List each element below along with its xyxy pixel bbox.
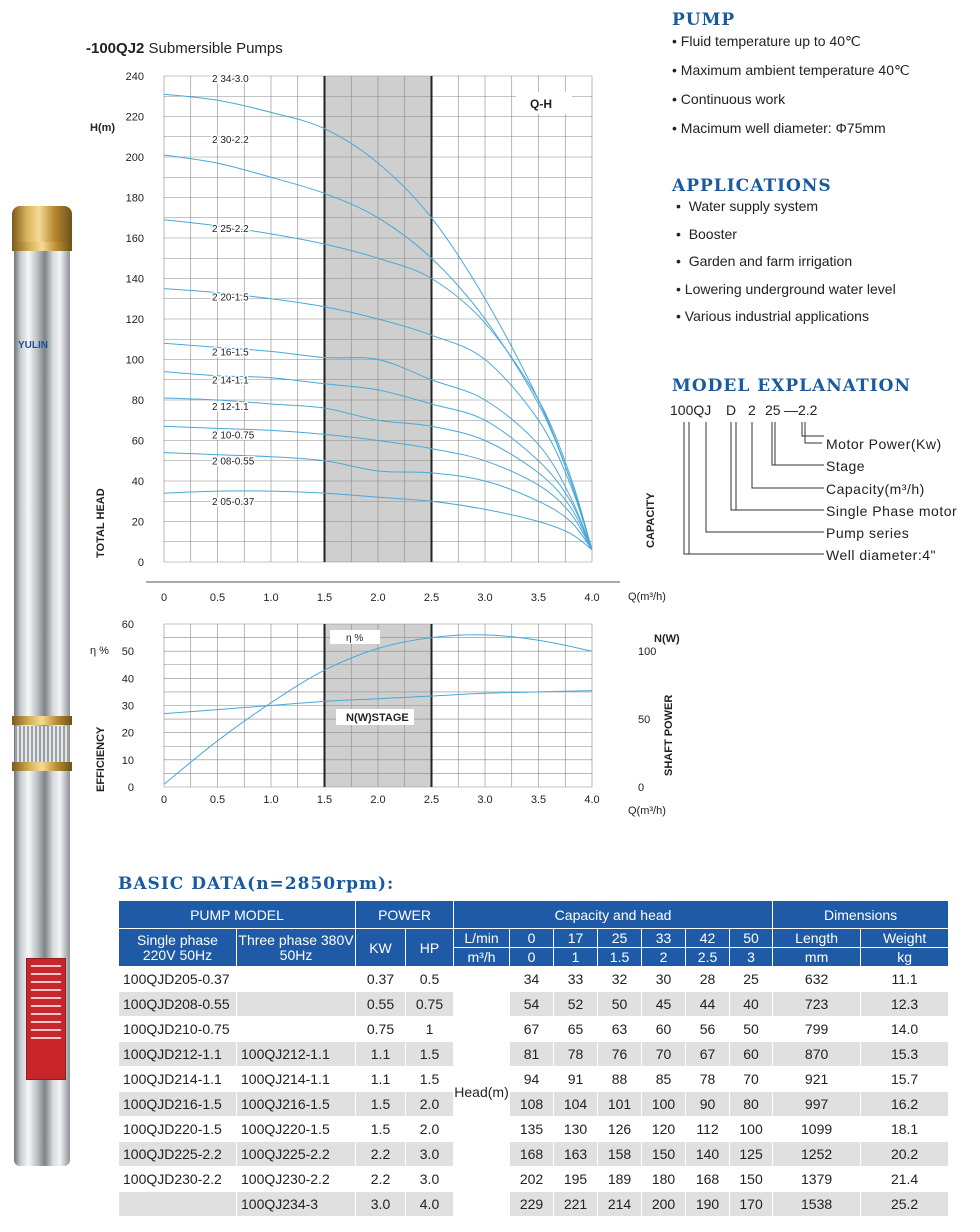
y-tick-label: 60 — [121, 619, 134, 631]
pump-logo: YULIN — [18, 340, 48, 351]
efficiency-chart — [80, 612, 680, 827]
head-value: 32 — [598, 967, 642, 992]
power-hp: 2.0 — [406, 1092, 454, 1117]
head-value: 170 — [730, 1192, 773, 1217]
power-hp: 1.5 — [406, 1067, 454, 1092]
single-phase-model: 100QJD214-1.1 — [119, 1067, 237, 1092]
head-value: 163 — [554, 1142, 598, 1167]
pump-rating-label — [26, 958, 66, 1080]
single-phase-model: 100QJD216-1.5 — [119, 1092, 237, 1117]
model-code-stage: 25 — [765, 402, 781, 418]
head-value: 85 — [642, 1067, 686, 1092]
x-tick-label: 2.0 — [370, 592, 386, 604]
power-kw: 3.0 — [356, 1192, 406, 1217]
power-kw: 1.1 — [356, 1042, 406, 1067]
x-tick-label: 0.5 — [209, 592, 226, 604]
header-m3h-value: 0 — [510, 948, 554, 967]
power-hp: 3.0 — [406, 1142, 454, 1167]
head-value: 202 — [510, 1167, 554, 1192]
head-value: 135 — [510, 1117, 554, 1142]
right-axis-label: SHAFT POWER — [663, 694, 675, 776]
model-code-phase: D — [726, 402, 737, 418]
x-tick-label: 4.0 — [584, 794, 600, 806]
power-hp: 2.0 — [406, 1117, 454, 1142]
y-axis-label: TOTAL HEAD — [95, 488, 107, 558]
power-hp: 3.0 — [406, 1167, 454, 1192]
single-phase-model: 100QJD230-2.2 — [119, 1167, 237, 1192]
pump-intake-mesh — [15, 726, 69, 762]
power-kw: 1.5 — [356, 1117, 406, 1142]
x-tick-label: 1.0 — [263, 592, 279, 604]
header-single-phase: Single phase 220V 50Hz — [119, 929, 237, 967]
curve-label: 2 16-1.5 — [212, 347, 249, 359]
head-value: 94 — [510, 1067, 554, 1092]
head-value: 130 — [554, 1117, 598, 1142]
header-dimensions: Dimensions — [773, 901, 949, 929]
head-value: 168 — [510, 1142, 554, 1167]
x-tick-label: 3.0 — [477, 794, 493, 806]
applications-heading: APPLICATIONS — [672, 176, 832, 196]
length-value: 870 — [773, 1042, 861, 1067]
head-value: 229 — [510, 1192, 554, 1217]
curve-label: 2 34-3.0 — [212, 74, 249, 86]
single-phase-model — [119, 1192, 237, 1217]
header-pump-model: PUMP MODEL — [119, 901, 356, 929]
length-value: 1252 — [773, 1142, 861, 1167]
basic-data-heading: BASIC DATA(n=2850rpm): — [118, 874, 395, 894]
basic-data-table — [118, 900, 949, 1217]
length-value: 997 — [773, 1092, 861, 1117]
three-phase-model: 100QJ212-1.1 — [237, 1042, 356, 1067]
head-value: 65 — [554, 1017, 598, 1042]
y-tick-label: 140 — [125, 273, 144, 286]
length-value: 799 — [773, 1017, 861, 1042]
head-value: 78 — [554, 1042, 598, 1067]
qh-chart — [80, 60, 680, 610]
x-tick-label: 1.5 — [316, 592, 333, 604]
header-m3h-value: 1 — [554, 948, 598, 967]
power-hp: 1 — [406, 1017, 454, 1042]
pump-item: • Macimum well diameter: Φ75mm — [672, 120, 886, 136]
head-value: 63 — [598, 1017, 642, 1042]
three-phase-model: 100QJ220-1.5 — [237, 1117, 356, 1142]
x-axis-label: Q(m³/h) — [628, 591, 666, 603]
power-hp: 0.75 — [406, 992, 454, 1017]
table-row — [119, 1117, 949, 1142]
head-value: 44 — [686, 992, 730, 1017]
head-value: 91 — [554, 1067, 598, 1092]
three-phase-model — [237, 967, 356, 992]
power-kw: 2.2 — [356, 1167, 406, 1192]
pump-cap — [12, 206, 72, 246]
head-value: 214 — [598, 1192, 642, 1217]
head-value: 60 — [730, 1042, 773, 1067]
y-tick-label: 40 — [131, 476, 144, 488]
power-hp: 0.5 — [406, 967, 454, 992]
single-phase-model: 100QJD220-1.5 — [119, 1117, 237, 1142]
model-label-series: Pump series — [826, 525, 910, 541]
length-value: 921 — [773, 1067, 861, 1092]
three-phase-model: 100QJ214-1.1 — [237, 1067, 356, 1092]
header-three-phase: Three phase 380V 50Hz — [237, 929, 356, 967]
header-lmin-value: 42 — [686, 929, 730, 948]
x-tick-label: 2.5 — [423, 592, 440, 604]
power-kw: 0.75 — [356, 1017, 406, 1042]
chart-title — [86, 40, 283, 57]
power-hp: 1.5 — [406, 1042, 454, 1067]
table-row — [119, 1067, 949, 1092]
head-value: 195 — [554, 1167, 598, 1192]
weight-value: 12.3 — [861, 992, 949, 1017]
curve-label: 2 08-0.55 — [212, 456, 255, 468]
pump-list — [672, 33, 910, 149]
three-phase-model: 100QJ225-2.2 — [237, 1142, 356, 1167]
head-value: 67 — [510, 1017, 554, 1042]
head-value: 168 — [686, 1167, 730, 1192]
x-tick-label: 2.0 — [370, 794, 386, 806]
table-row — [119, 1142, 949, 1167]
head-value: 125 — [730, 1142, 773, 1167]
x-tick-label: 0 — [160, 794, 168, 806]
head-value: 140 — [686, 1142, 730, 1167]
head-value: 112 — [686, 1117, 730, 1142]
power-curve-label: N(W)STAGE — [346, 712, 409, 724]
right-tick-label: 100 — [638, 646, 657, 659]
header-m3h-value: 2 — [642, 948, 686, 967]
curve-label: 2 10-0.75 — [212, 430, 255, 442]
curve-label: 2 12-1.1 — [212, 401, 249, 413]
header-lmin-value: 17 — [554, 929, 598, 948]
head-label: Head(m) — [454, 967, 510, 1217]
chart-title-model: -100QJ2 — [86, 40, 145, 57]
model-explanation-heading: MODEL EXPLANATION — [672, 376, 912, 396]
model-code-capacity: 2 — [748, 402, 756, 418]
y-tick-label: 120 — [125, 314, 144, 326]
table-row — [119, 992, 949, 1017]
curve-label: 2 25-2.2 — [212, 223, 249, 235]
eff-curve-label: η % — [346, 633, 364, 644]
x-tick-label: 1.0 — [263, 794, 279, 806]
table-row — [119, 1017, 949, 1042]
x-axis-label: Q(m³/h) — [628, 805, 666, 817]
x-tick-label: 3.5 — [530, 794, 547, 806]
head-value: 60 — [642, 1017, 686, 1042]
header-kg: kg — [861, 948, 949, 967]
y-tick-label: 50 — [121, 646, 134, 659]
y-tick-label: 60 — [131, 435, 144, 448]
head-value: 28 — [686, 967, 730, 992]
weight-value: 21.4 — [861, 1167, 949, 1192]
x-tick-label: 4.0 — [584, 592, 600, 604]
head-value: 25 — [730, 967, 773, 992]
curve-label: 2 14-1.1 — [212, 375, 249, 387]
header-weight: Weight — [861, 929, 949, 948]
model-code-diameter: 100QJ — [670, 402, 712, 418]
power-hp: 4.0 — [406, 1192, 454, 1217]
head-value: 158 — [598, 1142, 642, 1167]
pump-item: • Fluid temperature up to 40℃ — [672, 33, 861, 49]
application-item: • Water supply system — [676, 198, 819, 214]
model-code-power: 2.2 — [798, 402, 818, 418]
capacity-label: CAPACITY — [645, 492, 657, 548]
model-label-diameter: Well diameter:4" — [826, 547, 936, 563]
right-axis-unit: N(W) — [654, 633, 680, 645]
single-phase-model: 100QJD205-0.37 — [119, 967, 237, 992]
head-value: 88 — [598, 1067, 642, 1092]
y-tick-label: 10 — [121, 754, 134, 767]
header-lmin: L/min — [454, 929, 510, 948]
y-tick-label: 30 — [121, 700, 134, 713]
head-value: 50 — [730, 1017, 773, 1042]
curve-label: 2 05-0.37 — [212, 497, 255, 509]
y-tick-label: 80 — [131, 395, 144, 407]
weight-value: 15.7 — [861, 1067, 949, 1092]
x-tick-label: 2.5 — [423, 794, 440, 806]
weight-value: 11.1 — [861, 967, 949, 992]
head-value: 52 — [554, 992, 598, 1017]
header-lmin-value: 50 — [730, 929, 773, 948]
y-tick-label: 0 — [137, 557, 144, 569]
pump-ring-mid — [12, 716, 72, 725]
single-phase-model: 100QJD225-2.2 — [119, 1142, 237, 1167]
head-value: 45 — [642, 992, 686, 1017]
pump-ring-top — [12, 242, 72, 251]
right-tick-label: 0 — [638, 782, 645, 794]
y-tick-label: 220 — [125, 111, 144, 124]
header-power: POWER — [356, 901, 454, 929]
head-value: 100 — [730, 1117, 773, 1142]
x-tick-label: 0.5 — [209, 794, 226, 806]
model-label-power: Motor Power(Kw) — [826, 436, 942, 452]
right-tick-label: 50 — [638, 714, 651, 727]
head-value: 56 — [686, 1017, 730, 1042]
three-phase-model: 100QJ234-3 — [237, 1192, 356, 1217]
head-value: 120 — [642, 1117, 686, 1142]
head-value: 40 — [730, 992, 773, 1017]
head-value: 180 — [642, 1167, 686, 1192]
header-capacity-head: Capacity and head — [454, 901, 773, 929]
pump-item: • Continuous work — [672, 91, 786, 107]
head-value: 100 — [642, 1092, 686, 1117]
y-tick-label: 0 — [127, 782, 134, 794]
power-kw: 1.1 — [356, 1067, 406, 1092]
header-length: Length — [773, 929, 861, 948]
pump-heading: PUMP — [672, 10, 736, 30]
x-tick-label: 3.5 — [530, 592, 547, 604]
y-tick-label: 40 — [121, 673, 134, 686]
single-phase-model: 100QJD212-1.1 — [119, 1042, 237, 1067]
length-value: 632 — [773, 967, 861, 992]
head-value: 221 — [554, 1192, 598, 1217]
curve-label: 2 20-1.5 — [212, 292, 249, 304]
length-value: 1538 — [773, 1192, 861, 1217]
head-value: 150 — [642, 1142, 686, 1167]
length-value: 723 — [773, 992, 861, 1017]
head-value: 189 — [598, 1167, 642, 1192]
head-value: 108 — [510, 1092, 554, 1117]
head-value: 101 — [598, 1092, 642, 1117]
power-kw: 1.5 — [356, 1092, 406, 1117]
head-value: 80 — [730, 1092, 773, 1117]
head-value: 190 — [686, 1192, 730, 1217]
power-kw: 2.2 — [356, 1142, 406, 1167]
header-m3h-value: 1.5 — [598, 948, 642, 967]
y-axis-unit: η % — [90, 645, 109, 657]
head-value: 78 — [686, 1067, 730, 1092]
pump-ring-low — [12, 762, 72, 771]
header-lmin-value: 0 — [510, 929, 554, 948]
applications-list — [676, 198, 896, 336]
x-tick-label: 1.5 — [316, 794, 333, 806]
table-row — [119, 1192, 949, 1217]
application-item: • Garden and farm irrigation — [676, 253, 853, 269]
header-lmin-value: 25 — [598, 929, 642, 948]
head-value: 33 — [554, 967, 598, 992]
header-kw: KW — [356, 929, 406, 967]
y-tick-label: 200 — [125, 152, 144, 164]
three-phase-model: 100QJ230-2.2 — [237, 1167, 356, 1192]
head-value: 200 — [642, 1192, 686, 1217]
head-value: 90 — [686, 1092, 730, 1117]
head-value: 81 — [510, 1042, 554, 1067]
y-tick-label: 240 — [125, 71, 144, 83]
x-tick-label: 3.0 — [477, 592, 493, 604]
table-row — [119, 1092, 949, 1117]
y-axis-unit: H(m) — [90, 122, 116, 134]
head-value: 67 — [686, 1042, 730, 1067]
single-phase-model: 100QJD208-0.55 — [119, 992, 237, 1017]
chart-title-text: Submersible Pumps — [144, 40, 283, 57]
header-m3h-value: 2.5 — [686, 948, 730, 967]
qh-label: Q-H — [530, 97, 552, 111]
head-value: 126 — [598, 1117, 642, 1142]
header-m3h: m³/h — [454, 948, 510, 967]
length-value: 1099 — [773, 1117, 861, 1142]
model-explanation-diagram — [668, 398, 978, 568]
application-item: • Booster — [676, 225, 737, 242]
y-tick-label: 180 — [125, 192, 144, 205]
y-tick-label: 20 — [131, 516, 144, 529]
weight-value: 25.2 — [861, 1192, 949, 1217]
header-hp: HP — [406, 929, 454, 967]
model-label-stage: Stage — [826, 458, 866, 474]
model-code-dash: — — [784, 402, 798, 418]
weight-value: 16.2 — [861, 1092, 949, 1117]
y-tick-label: 20 — [121, 727, 134, 740]
y-tick-label: 160 — [125, 233, 144, 245]
head-value: 76 — [598, 1042, 642, 1067]
table-row — [119, 967, 949, 992]
three-phase-model — [237, 1017, 356, 1042]
head-value: 104 — [554, 1092, 598, 1117]
model-label-capacity: Capacity(m³/h) — [826, 481, 925, 497]
three-phase-model — [237, 992, 356, 1017]
three-phase-model: 100QJ216-1.5 — [237, 1092, 356, 1117]
model-label-phase: Single Phase motor — [826, 503, 958, 519]
curve-label: 2 30-2.2 — [212, 134, 249, 146]
head-value: 50 — [598, 992, 642, 1017]
head-value: 150 — [730, 1167, 773, 1192]
table-row — [119, 1167, 949, 1192]
header-m3h-value: 3 — [730, 948, 773, 967]
application-item: • Lowering underground water level — [676, 280, 896, 297]
pump-item: • Maximum ambient temperature 40℃ — [672, 62, 910, 78]
head-value: 34 — [510, 967, 554, 992]
application-item: • Various industrial applications — [676, 308, 869, 324]
header-lmin-value: 33 — [642, 929, 686, 948]
weight-value: 15.3 — [861, 1042, 949, 1067]
head-value: 70 — [730, 1067, 773, 1092]
header-mm: mm — [773, 948, 861, 967]
y-tick-label: 100 — [125, 354, 144, 367]
length-value: 1379 — [773, 1167, 861, 1192]
weight-value: 14.0 — [861, 1017, 949, 1042]
head-value: 30 — [642, 967, 686, 992]
weight-value: 20.2 — [861, 1142, 949, 1167]
weight-value: 18.1 — [861, 1117, 949, 1142]
table-row — [119, 1042, 949, 1067]
power-kw: 0.37 — [356, 967, 406, 992]
y-axis-label: EFFICIENCY — [95, 726, 107, 792]
x-tick-label: 0 — [160, 592, 168, 604]
power-kw: 0.55 — [356, 992, 406, 1017]
head-value: 54 — [510, 992, 554, 1017]
head-value: 70 — [642, 1042, 686, 1067]
single-phase-model: 100QJD210-0.75 — [119, 1017, 237, 1042]
